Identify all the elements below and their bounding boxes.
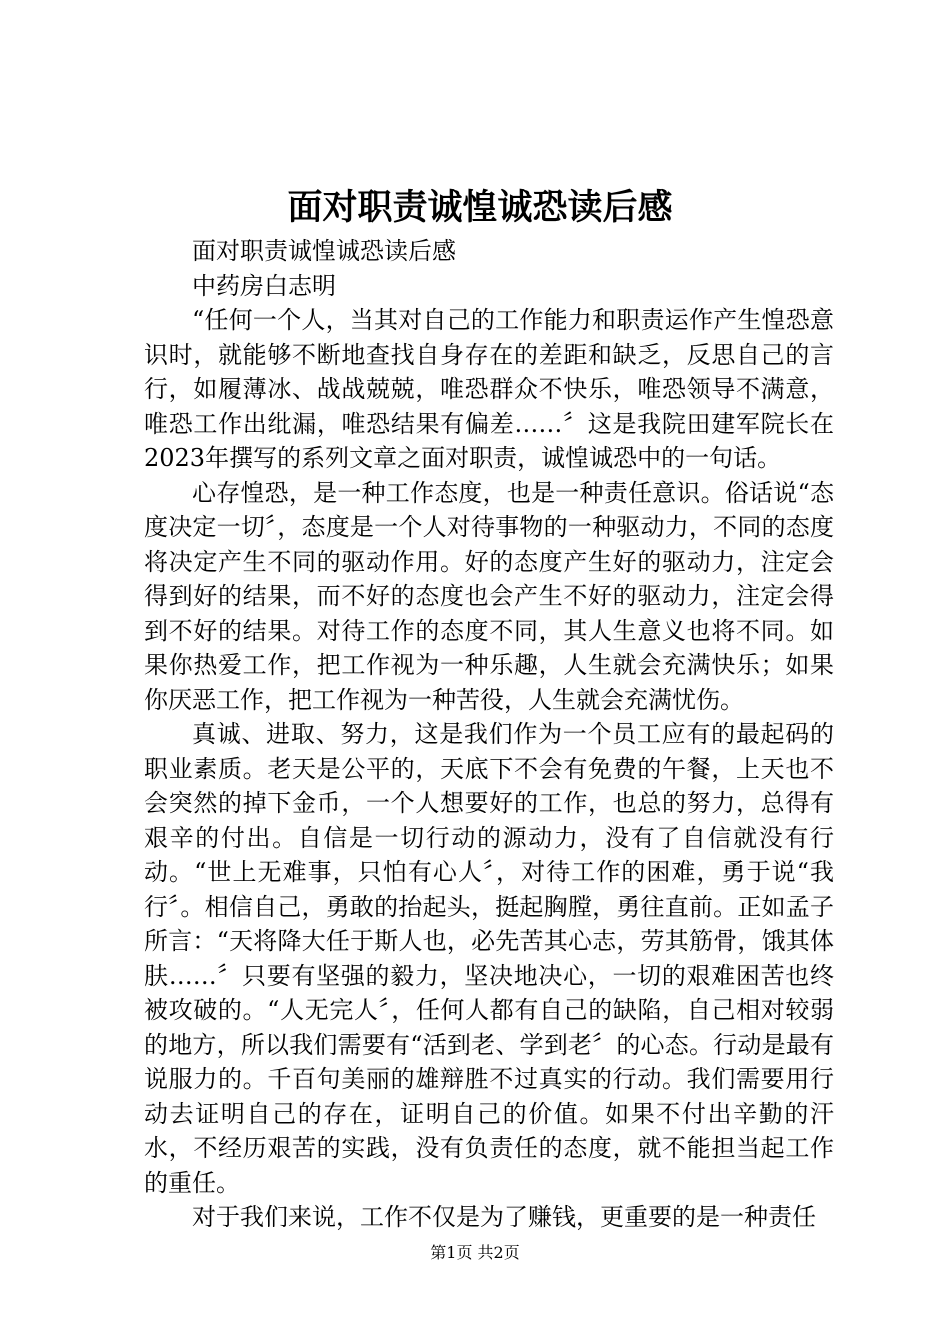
document-title: 面对职责诚惶诚恐读后感 (287, 187, 673, 228)
subtitle-line: 面对职责诚惶诚恐读后感 (192, 237, 456, 265)
page-footer: 第1页 共2页 (430, 1243, 520, 1262)
paragraph-2: 心存惶恐，是一种工作态度，也是一种责任意识。俗话说“态度决定一切〞，态度是一个人对待事物的一种驱动力，不同的态度将决定产生不同的驱动作用。好的态度产生好的驱动力，注定会得到好的结果，而不好的态度也会产生不好的驱动力，注定会得到不好的结果。对待工作的态度不同，其人生意义也将不同。如果你热爱工作，把工作视为一种乐趣，人生就会充满快乐；如果你厌恶工作，把工作视为一种苦役，人生就会充满忧伤。 (144, 478, 834, 714)
paragraph-1: “任何一个人，当其对自己的工作能力和职责运作产生惶恐意识时，就能够不断地查找自身存在的差距和缺乏，反思自己的言行，如履薄冰、战战兢兢，唯恐群众不快乐，唯恐领导不满意，唯恐工作出纰漏，唯恐结果有偏差……〞这是我院田建军院长在2023年撰写的系列文章之面对职责，诚惶诚恐中的一句话。 (144, 306, 834, 472)
paragraph-4: 对于我们来说，工作不仅是为了赚钱，更重要的是一种责任 (192, 1203, 816, 1231)
document-body (144, 234, 834, 1235)
author-line: 中药房白志明 (192, 271, 336, 300)
paragraph-3: 真诚、进取、努力，这是我们作为一个员工应有的最起码的职业素质。老天是公平的，天底下不会有免费的午餐，上天也不会突然的掉下金币，一个人想要好的工作，也总的努力，总得有艰辛的付出。自信是一切行动的源动力，没有了自信就没有行动。“世上无难事，只怕有心人〞，对待工作的困难，勇于说“我行〞。相信自己，勇敢的抬起头，挺起胸膛，勇往直前。正如孟子所言：“天将降大任于斯人也，必先苦其心志，劳其筋骨，饿其体肤……〞只要有坚强的毅力，坚决地决心，一切的艰难困苦也终被攻破的。“人无完人〞，任何人都有自己的缺陷，自己相对较弱的地方，所以我们需要有“活到老、学到老〞的心态。行动是最有说服力的。千百句美丽的雄辩胜不过真实的行动。我们需要用行动去证明自己的存在，证明自己的价值。如果不付出辛勤的汗水，不经历艰苦的实践，没有负责任的态度，就不能担当起工作的重任。 (144, 720, 834, 1197)
